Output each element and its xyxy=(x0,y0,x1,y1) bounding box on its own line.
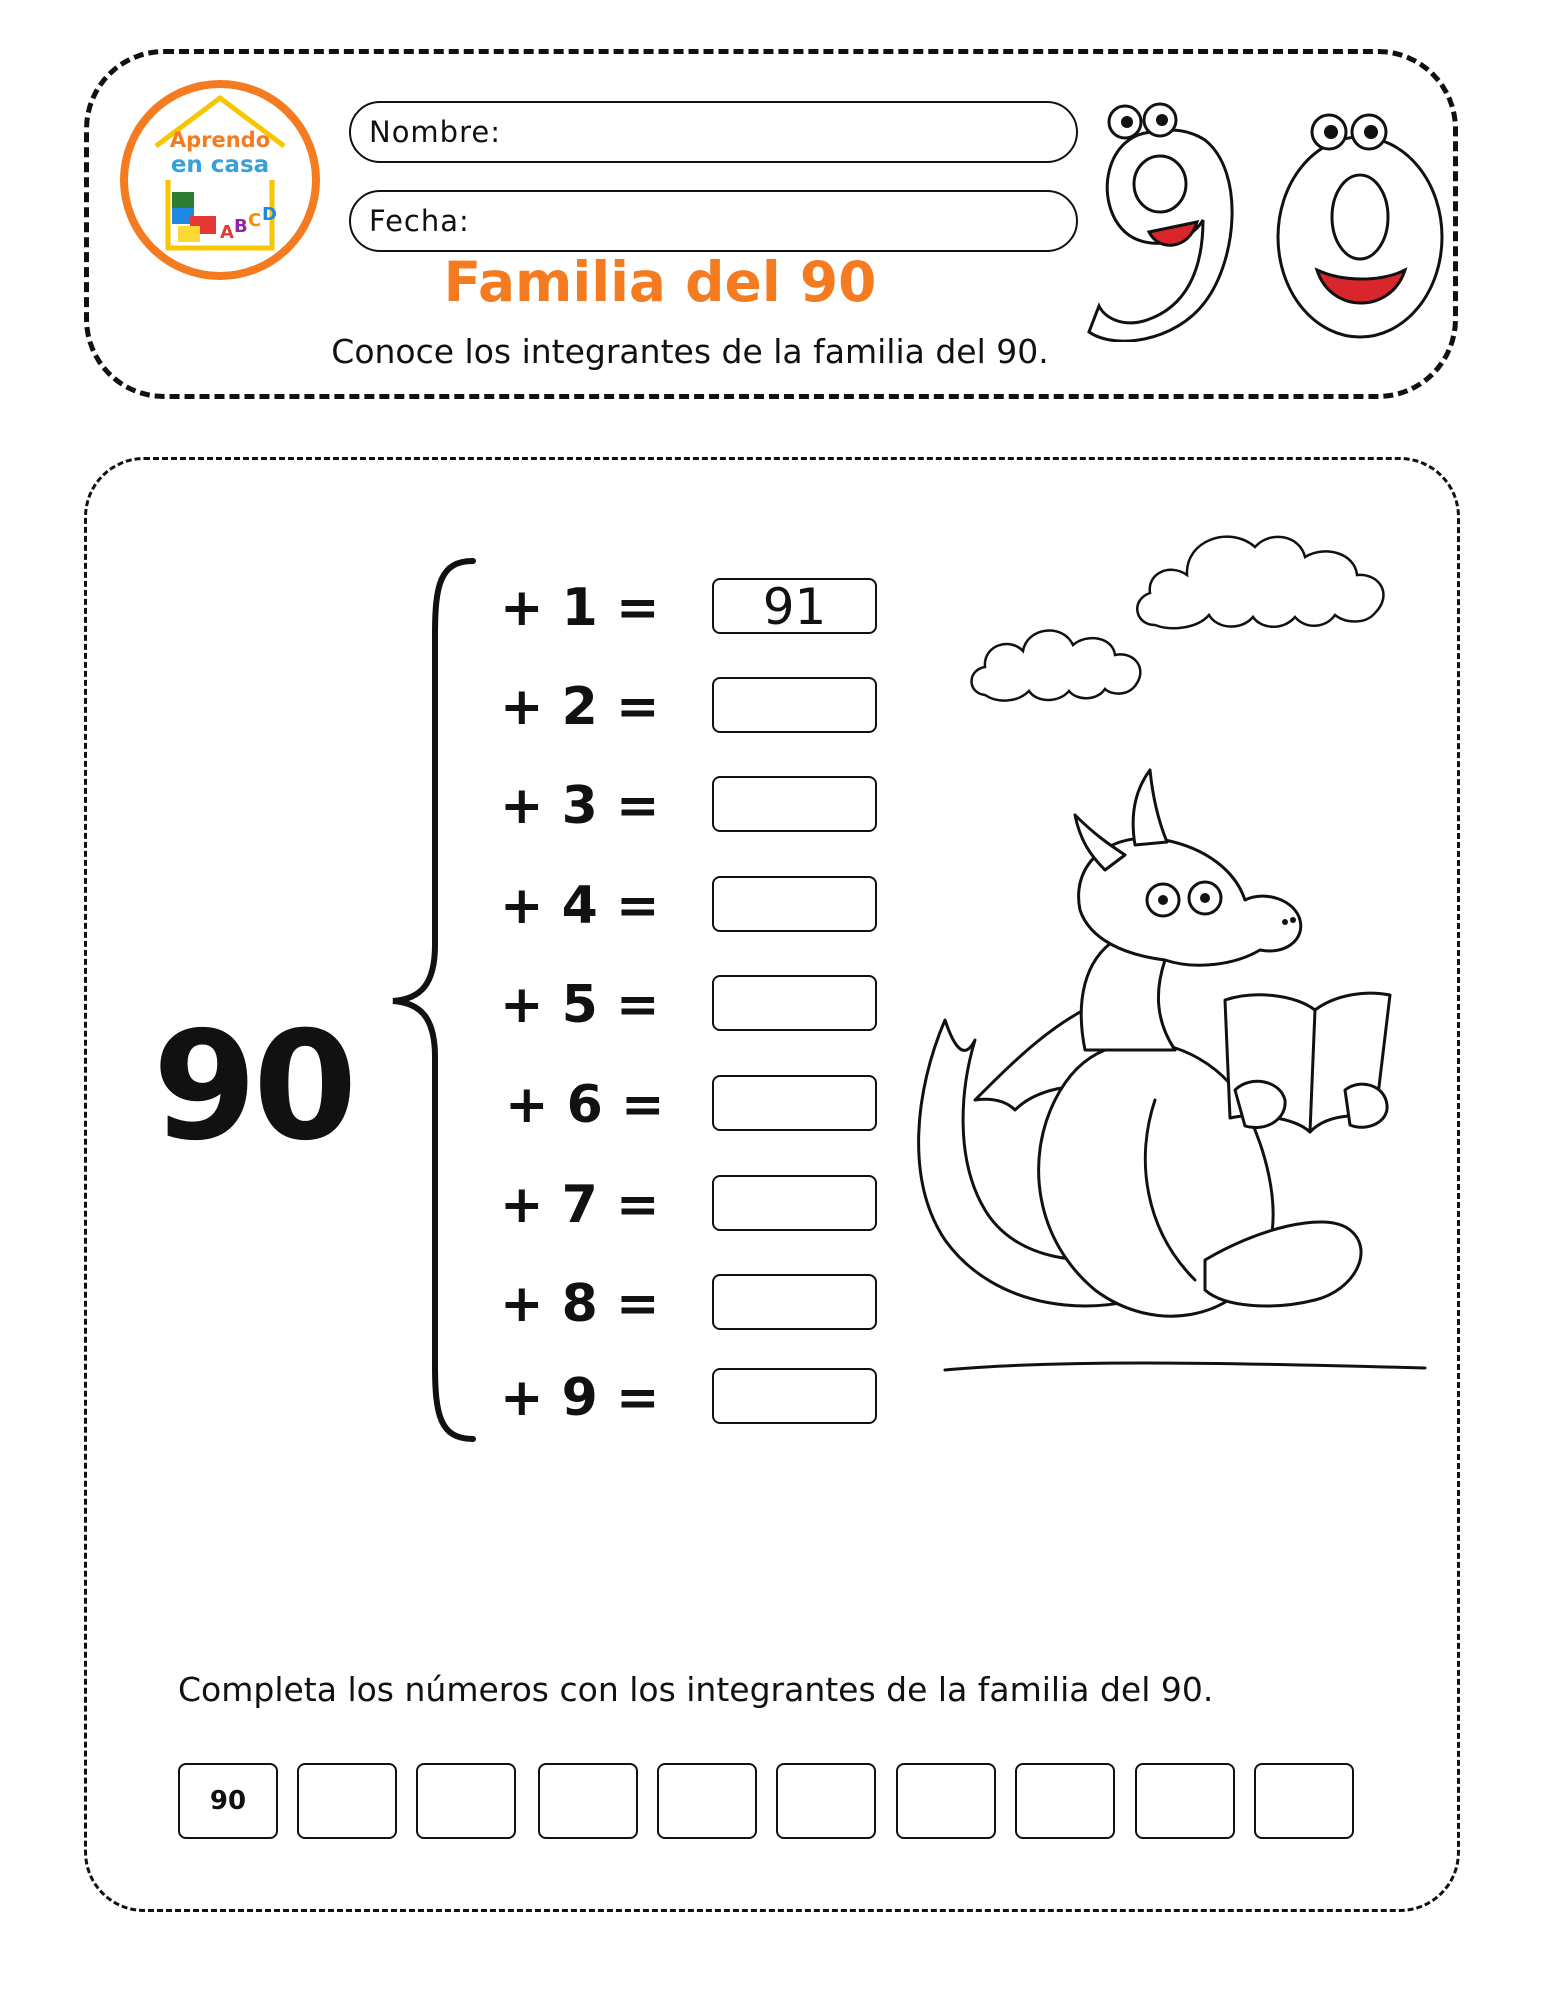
svg-text:D: D xyxy=(262,204,277,225)
page-subtitle: Conoce los integrantes de la familia del 90. xyxy=(331,332,1049,371)
svg-text:B: B xyxy=(234,216,248,237)
answer-box[interactable] xyxy=(712,1368,877,1424)
equation-label: + 7 = xyxy=(500,1175,660,1235)
answer-box[interactable] xyxy=(712,876,877,932)
cartoon-ninety-icon xyxy=(1085,92,1455,342)
sequence-box[interactable] xyxy=(538,1763,638,1839)
curly-brace-icon xyxy=(385,555,480,1445)
equation-label: + 8 = xyxy=(500,1274,660,1334)
base-number: 90 xyxy=(152,1000,354,1174)
answer-box[interactable] xyxy=(712,975,877,1031)
dragon-icon xyxy=(905,760,1450,1380)
logo-house-icon xyxy=(128,88,312,272)
sequence-box[interactable] xyxy=(776,1763,876,1839)
instruction-text: Completa los números con los integrantes de la familia del 90. xyxy=(178,1670,1214,1709)
clouds-icon xyxy=(965,505,1445,705)
sequence-box[interactable] xyxy=(297,1763,397,1839)
answer-box[interactable] xyxy=(712,1175,877,1231)
sequence-box[interactable] xyxy=(1015,1763,1115,1839)
logo-text: en casa xyxy=(170,152,270,178)
date-field[interactable]: Fecha: xyxy=(349,190,1078,252)
equation-label: + 6 = xyxy=(505,1075,665,1135)
equation-label: + 3 = xyxy=(500,776,660,836)
answer-box[interactable] xyxy=(712,776,877,832)
sequence-box[interactable] xyxy=(657,1763,757,1839)
sequence-box[interactable] xyxy=(896,1763,996,1839)
answer-box[interactable] xyxy=(712,677,877,733)
name-field[interactable]: Nombre: xyxy=(349,101,1078,163)
sequence-box[interactable] xyxy=(416,1763,516,1839)
equation-label: + 1 = xyxy=(500,578,660,638)
sequence-box[interactable] xyxy=(1135,1763,1235,1839)
answer-box[interactable] xyxy=(712,1075,877,1131)
equation-label: + 4 = xyxy=(500,876,660,936)
answer-box[interactable]: 91 xyxy=(712,578,877,634)
equation-label: + 9 = xyxy=(500,1368,660,1428)
answer-box[interactable] xyxy=(712,1274,877,1330)
sequence-box[interactable] xyxy=(1254,1763,1354,1839)
equation-label: + 2 = xyxy=(500,677,660,737)
equation-label: + 5 = xyxy=(500,975,660,1035)
sequence-box: 90 xyxy=(178,1763,278,1839)
logo-text: Aprendo xyxy=(169,128,271,152)
svg-text:C: C xyxy=(248,210,262,231)
page-title: Familia del 90 xyxy=(443,250,877,314)
svg-text:A: A xyxy=(220,222,234,243)
logo xyxy=(120,80,320,280)
